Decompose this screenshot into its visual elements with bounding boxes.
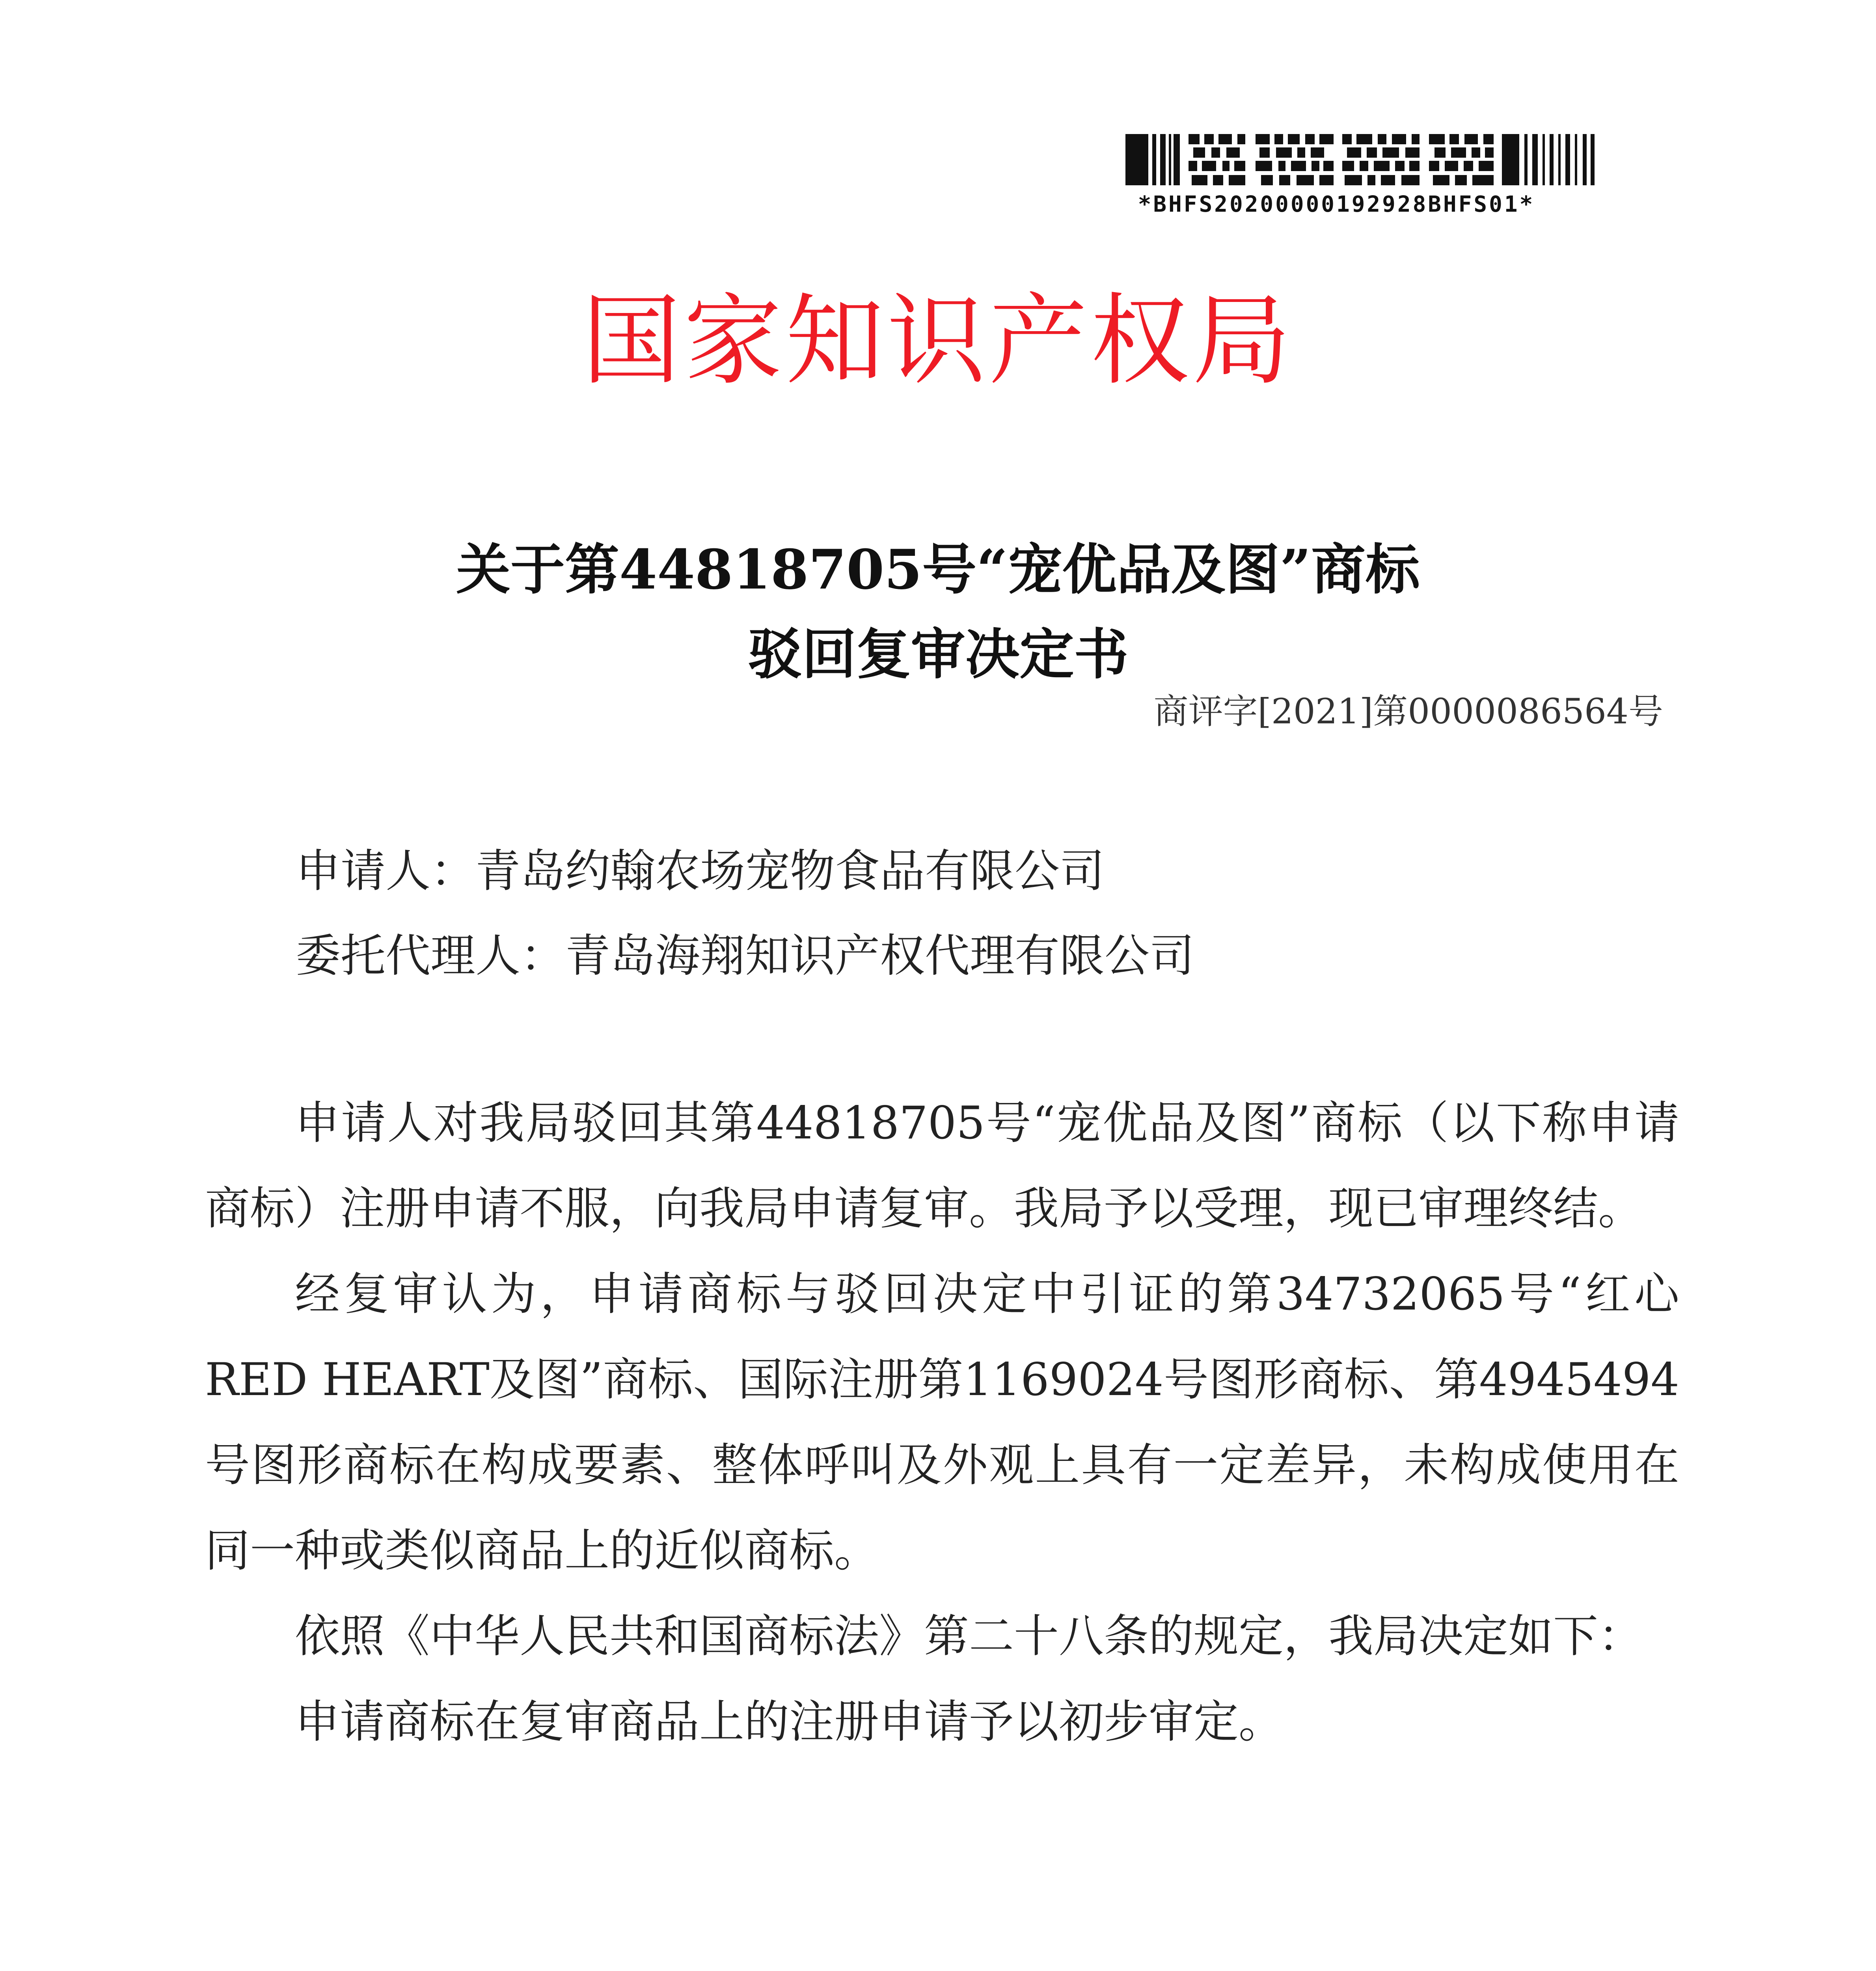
applicant-line: 申请人：青岛约翰农场宠物食品有限公司 [296,845,1105,897]
decision-body [205,1080,1679,1764]
body-paragraph: 申请人对我局驳回其第44818705号“宠优品及图”商标（以下称申请商标）注册申请不服，向我局申请复审。我局予以受理，现已审理终结。 [205,1097,1679,1235]
body-paragraph: 经复审认为，申请商标与驳回决定中引证的第34732065号“红心 RED HEART及图”商标、国际注册第1169024号图形商标、第4945494号图形商标在构成要素、整体呼叫及外观上具有一定差异，未构成使用在同一种或类似商品上的近似商标。 [205,1268,1679,1577]
body-paragraph: 依照《中华人民共和国商标法》第二十八条的规定，我局决定如下： [295,1610,1643,1662]
body-paragraph: 申请商标在复审商品上的注册申请予以初步审定。 [295,1695,1284,1748]
document-title-line1: 关于第44818705号“宠优品及图”商标 [456,537,1420,602]
barcode-text: *BHFS20200000192928BHFS01* [1138,192,1535,217]
document-number: 商评字[2021]第0000086564号 [1153,691,1663,732]
agent-line: 委托代理人：青岛海翔知识产权代理有限公司 [296,930,1195,982]
document-title-line2: 驳回复审决定书 [747,622,1129,686]
agency-header: 国家知识产权局 [582,283,1294,398]
barcode [1125,134,1595,185]
